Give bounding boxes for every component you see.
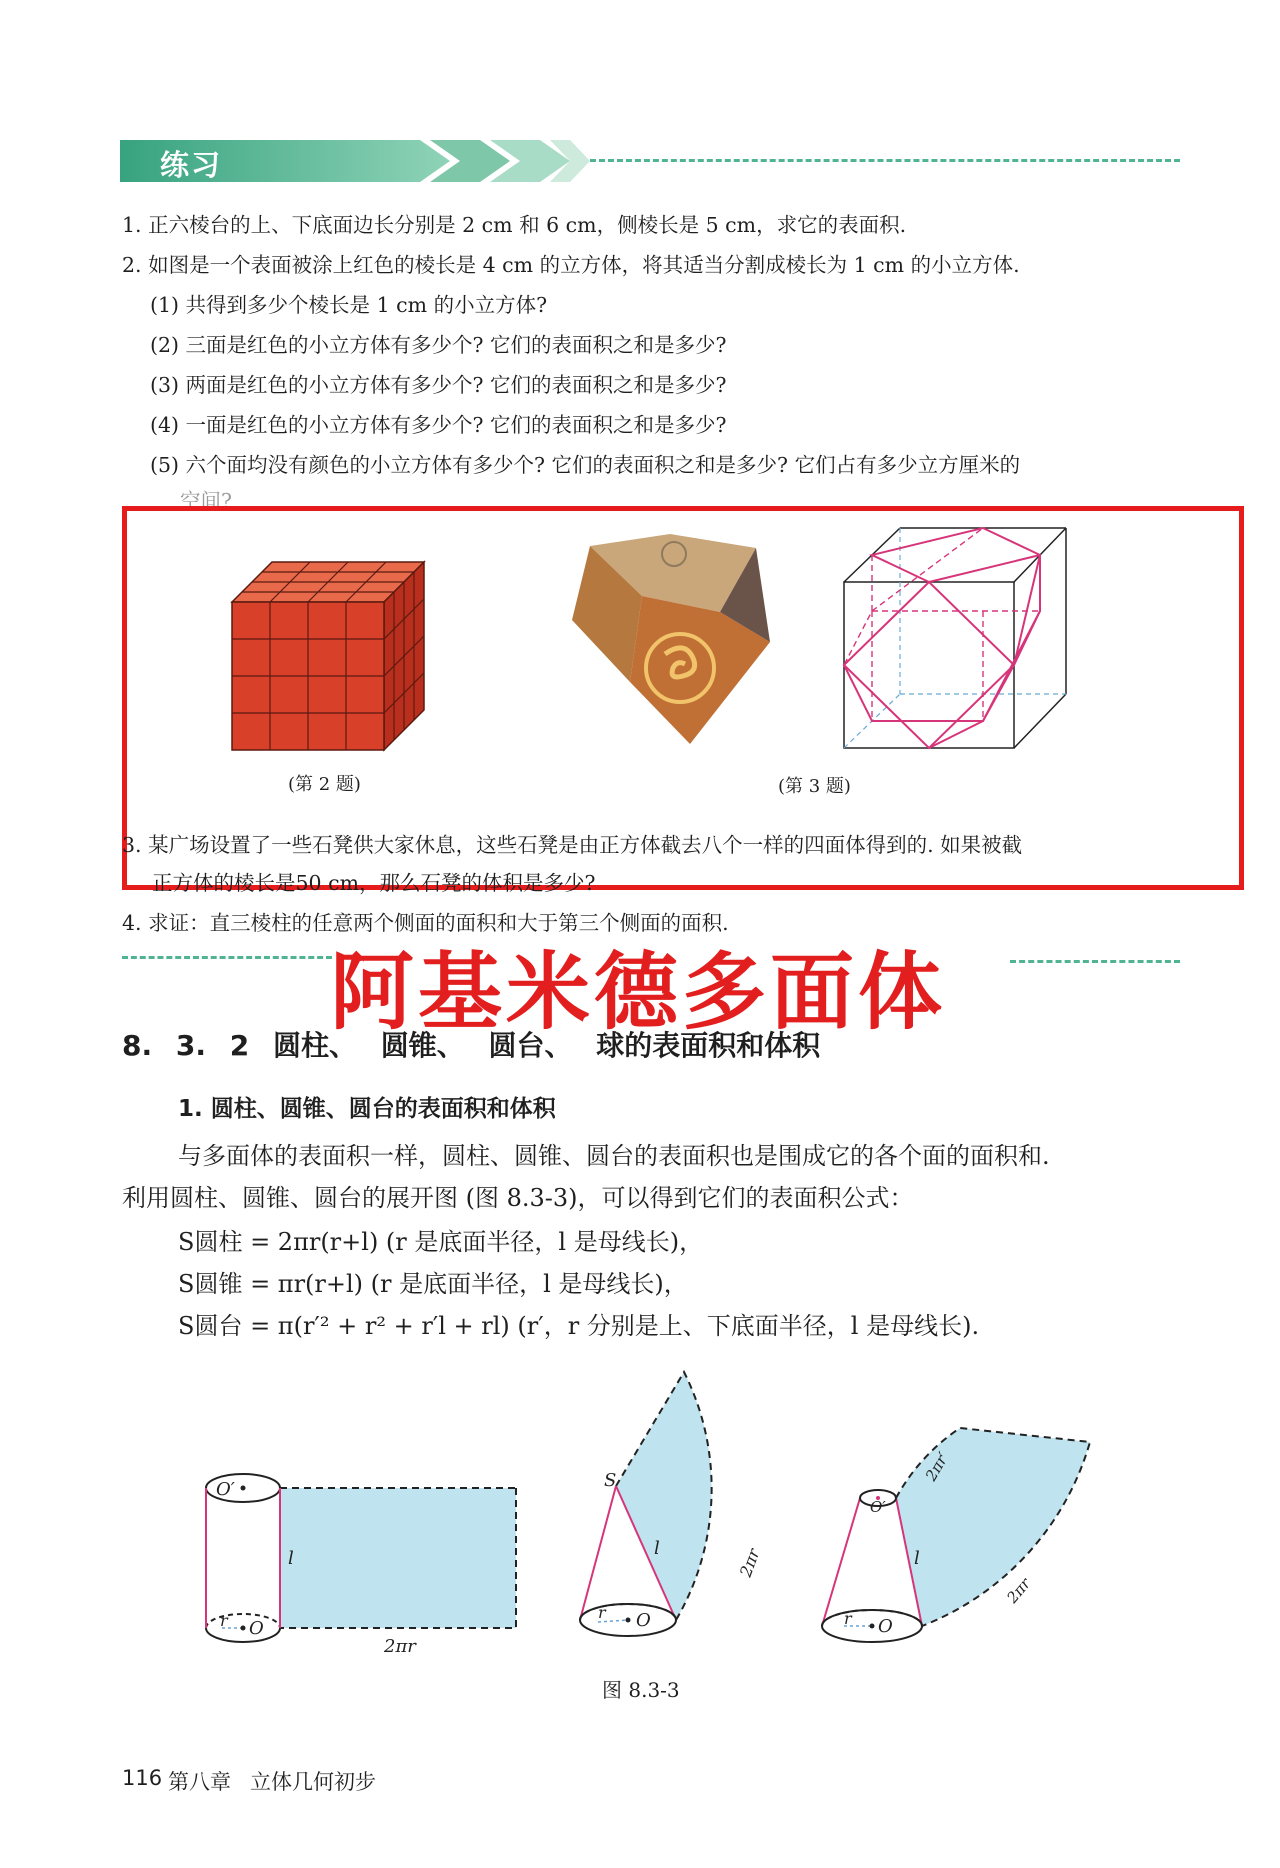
cone-arc-label: 2πr	[735, 1546, 764, 1580]
cone-apex-label: S	[604, 1470, 617, 1491]
frustum-arc-top-label: 2πr′	[921, 1449, 953, 1484]
footer-chapter: 第八章	[168, 1770, 231, 1794]
formula-frustum: S圆台 = π(r′² + r² + r′l + rl) (r′，r 分别是上、下底面半径，l 是母线长).	[178, 1312, 980, 1340]
exercise-2: 2. 如图是一个表面被涂上红色的棱长是 4 cm 的立方体，将其适当分割成棱长为 1 cm 的小立方体.	[122, 253, 1020, 277]
section-dashed-rule-right	[1010, 960, 1180, 963]
figure-caption: 图 8.3-3	[602, 1678, 680, 1702]
cylinder-radius-label: r	[220, 1611, 228, 1630]
red-cube-illustration	[228, 552, 428, 752]
cone-slant-label: l	[654, 1538, 660, 1559]
page-number: 116	[122, 1766, 163, 1790]
exercise-2-part-3: (3) 两面是红色的小立方体有多少个? 它们的表面积之和是多少?	[150, 373, 727, 397]
exercise-2-part-5-tail: 空间?	[180, 489, 232, 513]
stone-stool-illustration	[570, 532, 770, 747]
frustum-slant-label: l	[914, 1548, 920, 1569]
overlay-annotation-title: 阿基米德多面体	[330, 943, 947, 1041]
caption-exercise-2: (第 2 题)	[288, 774, 361, 795]
header-title: 练习	[160, 148, 223, 182]
exercise-2-part-1: (1) 共得到多少个棱长是 1 cm 的小立方体?	[150, 293, 548, 317]
exercise-3-line-2: 正方体的棱长是50 cm，那么石凳的体积是多少?	[152, 871, 596, 895]
header-dashed-rule	[590, 159, 1180, 162]
paragraph-line-1: 与多面体的表面积一样，圆柱、圆锥、圆台的表面积也是围成它的各个面的面积和.	[178, 1142, 1050, 1170]
exercise-2-part-5: (5) 六个面均没有颜色的小立方体有多少个? 它们的表面积之和是多少? 它们占有多少立方厘米的	[150, 453, 1021, 477]
footer-book-title: 立体几何初步	[250, 1770, 376, 1794]
cone-radius-label: r	[598, 1603, 606, 1622]
section-dashed-rule-left	[122, 956, 332, 959]
exercise-2-part-2: (2) 三面是红色的小立方体有多少个? 它们的表面积之和是多少?	[150, 333, 727, 357]
cylinder-bottom-center-label: O	[249, 1618, 264, 1639]
cone-bottom-center-label: O	[636, 1610, 651, 1631]
frustum-radius-label: r	[844, 1609, 852, 1628]
exercise-3-line-1: 3. 某广场设置了一些石凳供大家休息，这些石凳是由正方体截去八个一样的四面体得到的. 如果被截	[122, 833, 1023, 857]
section-title: 8. 3. 2 圆柱、 圆锥、 圆台、 球的表面积和体积	[122, 1029, 821, 1062]
formula-cylinder: S圆柱 = 2πr(r+l) (r 是底面半径，l 是母线长)，	[178, 1228, 704, 1256]
cylinder-width-label: 2πr	[384, 1636, 416, 1657]
exercise-1: 1. 正六棱台的上、下底面边长分别是 2 cm 和 6 cm，侧棱长是 5 cm，求它的表面积.	[122, 213, 907, 237]
paragraph-line-2: 利用圆柱、圆锥、圆台的展开图 (图 8.3-3)，可以得到它们的表面积公式：	[122, 1184, 914, 1212]
frustum-arc-bottom-label: 2πr	[1003, 1574, 1035, 1607]
exercise-4: 4. 求证：直三棱柱的任意两个侧面的面积和大于第三个侧面的面积.	[122, 911, 729, 935]
exercise-2-part-4: (4) 一面是红色的小立方体有多少个? 它们的表面积之和是多少?	[150, 413, 727, 437]
cone-net-diagram	[560, 1368, 780, 1658]
cylinder-net-diagram	[196, 1468, 526, 1658]
frustum-top-center-label: O′	[870, 1498, 886, 1516]
caption-exercise-3: (第 3 题)	[778, 776, 851, 797]
formula-cone: S圆锥 = πr(r+l) (r 是底面半径，l 是母线长)，	[178, 1270, 688, 1298]
cuboctahedron-diagram	[838, 524, 1070, 754]
subsection-title: 1. 圆柱、圆锥、圆台的表面积和体积	[178, 1096, 556, 1122]
frustum-net-diagram	[818, 1420, 1098, 1660]
cylinder-slant-label: l	[288, 1548, 294, 1569]
frustum-bottom-center-label: O	[878, 1616, 893, 1637]
cylinder-top-center-label: O′	[216, 1479, 235, 1500]
